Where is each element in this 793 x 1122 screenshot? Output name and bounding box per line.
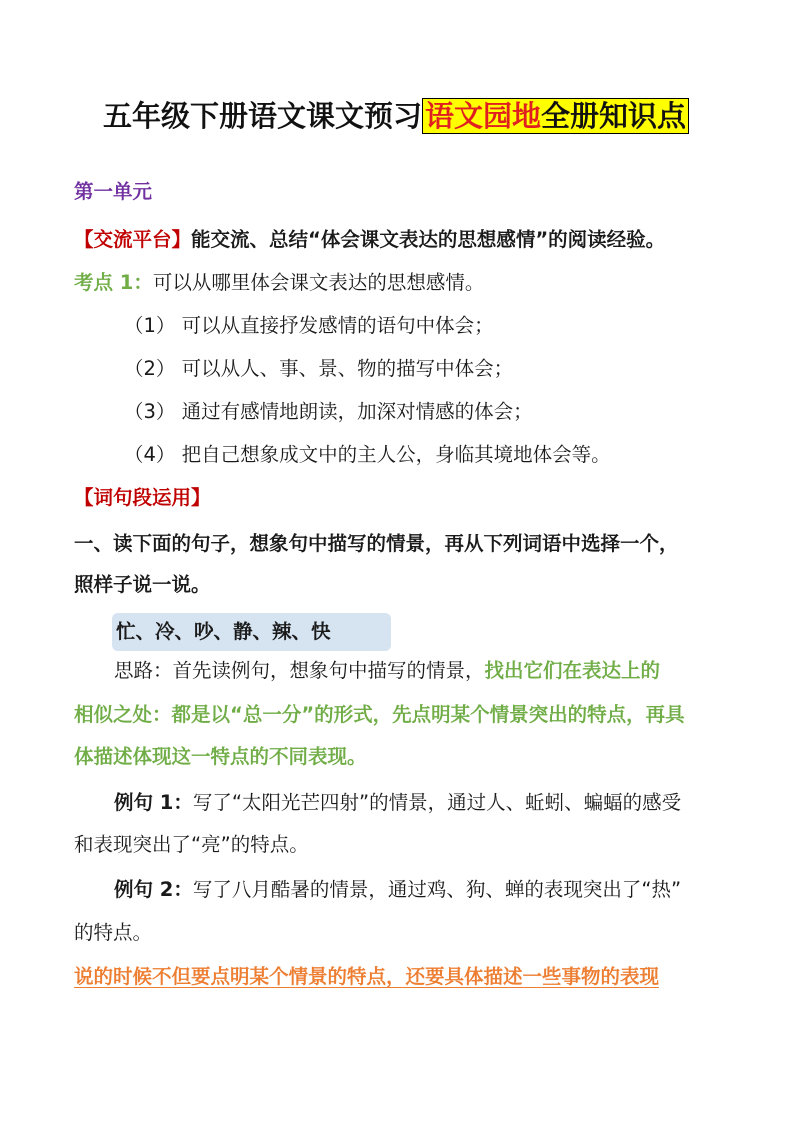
question-line-1: 一、读下面的句子，想象句中描写的情景，再从下列词语中选择一个， (74, 532, 679, 555)
title-highlight-red: 语文园地 (425, 99, 542, 133)
question-line-2: 照样子说一说。 (74, 573, 211, 596)
example-1-line-1 (114, 788, 681, 818)
kaodian-text: 可以从哪里体会课文表达的思想感情。 (152, 271, 485, 294)
note-line: 说的时候不但要点明某个情景的特点，还要具体描述一些事物的表现 (74, 965, 660, 988)
usage-heading: 【词句段运用】 (74, 486, 211, 509)
exchange-platform (74, 225, 665, 255)
example-1-label: 例句 1： (114, 791, 193, 814)
exchange-label: 【交流平台】 (74, 228, 192, 251)
example-2-label: 例句 2： (114, 878, 193, 901)
thinking-green-1: 找出它们在表达上的 (484, 659, 661, 682)
thinking-line-2: 相似之处：都是以“总一分”的形式，先点明某个情景突出的特点，再具 (74, 703, 685, 726)
example-1-text: 写了“太阳光芒四射”的情景，通过人、蚯蚓、蝙蝠的感受 (192, 791, 682, 814)
page-title (103, 96, 689, 136)
title-highlight (422, 98, 689, 134)
thinking-line-1 (114, 656, 660, 686)
title-highlight-black: 全册知识点 (541, 99, 687, 133)
kaodian-label: 考点 1： (74, 271, 153, 294)
title-main: 五年级下册语文课文预习 (103, 99, 423, 133)
point-1: （1） 可以从直接抒发感情的语句中体会； (124, 314, 494, 337)
exchange-text: 能交流、总结“体会课文表达的思想感情”的阅读经验。 (191, 228, 666, 251)
point-2: （2） 可以从人、事、景、物的描写中体会； (124, 357, 514, 380)
example-2-line-1 (114, 875, 681, 905)
unit-heading: 第一单元 (74, 180, 153, 203)
point-3: （3） 通过有感情地朗读，加深对情感的体会； (124, 400, 533, 423)
point-4: （4） 把自己想象成文中的主人公，身临其境地体会等。 (124, 443, 611, 466)
example-2-line-2: 的特点。 (74, 921, 153, 944)
example-2-text: 写了八月酷暑的情景，通过鸡、狗、蝉的表现突出了“热” (192, 878, 682, 901)
thinking-line-3: 体描述体现这一特点的不同表现。 (74, 745, 367, 768)
thinking-plain: 首先读例句，想象句中描写的情景， (172, 659, 485, 682)
example-1-line-2: 和表现突出了“亮”的特点。 (74, 833, 309, 856)
thinking-label: 思路： (114, 659, 173, 682)
word-list: 忙、冷、吵、静、辣、快 (116, 620, 331, 643)
kaodian-line (74, 268, 484, 298)
